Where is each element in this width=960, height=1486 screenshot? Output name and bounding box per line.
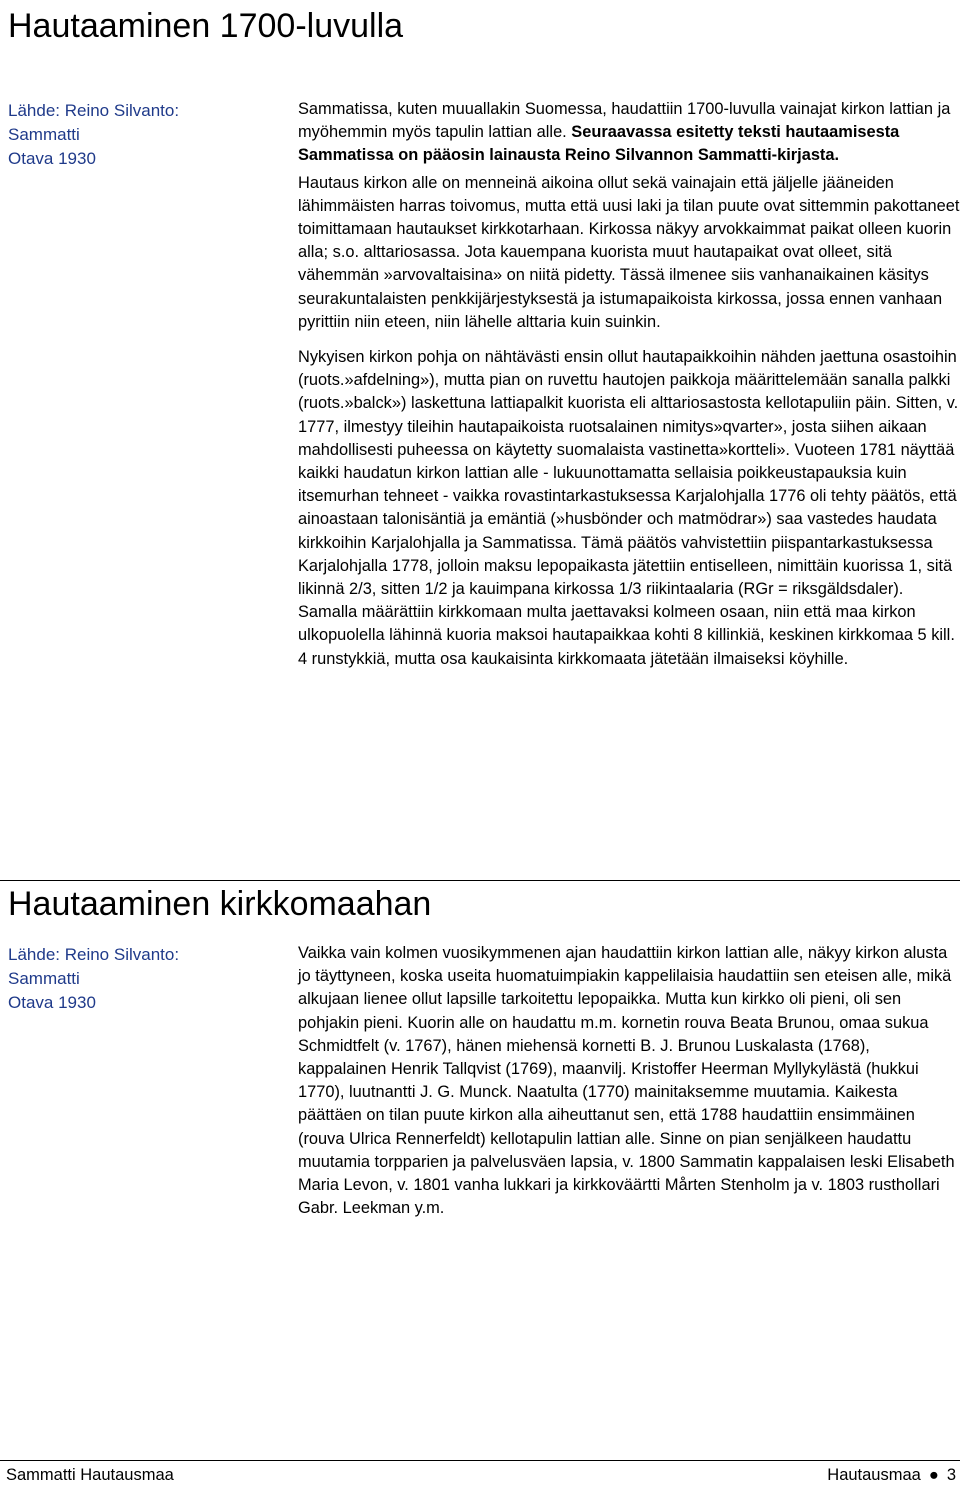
body-paragraph: Hautaus kirkon alle on menneinä aikoina ollut sekä vainajain että jäljelle jääneiden lähimmäisten harras toivomus, mutta että uusi laki ja tilan puute ovat sittemmin pakottaneet toimittamaan hautaukset kirkkotarhaan. Kirkossa näkyy arvokkaimmat paikat olleen kuorin alla; s.o. alttariosassa. Jota kauempana kuorista muut hautapaikat ovat olleet, sitä vähemmän »arvovaltaisina» on niitä pidetty. Tässä ilmenee siis vanhanaikainen käsitys seurakuntalaisten penkkijärjestyksestä ja istumapaikoista kirkossa, jossa ennen vanhaan pyrittiin niin eteen, niin lähelle alttaria kuin suinkin. (298, 173, 960, 331)
bullet-icon: ● (928, 1466, 939, 1484)
intro-bold-text: Seuraavassa esitetty teksti hautaamisesta Sammatissa on pääosin lainausta Reino Silvannon Sammatti-kirjasta. (298, 123, 900, 165)
section-title-1700: Hautaaminen 1700-luvulla (8, 7, 404, 45)
section-title-kirkkomaa: Hautaaminen kirkkomaahan (8, 885, 432, 923)
source-publisher: Otava 1930 (8, 993, 96, 1012)
source-publisher: Otava 1930 (8, 149, 96, 168)
source-label: Lähde: Reino Silvanto: (8, 945, 180, 964)
intro-paragraph (298, 98, 960, 168)
footer-page-info (827, 1464, 956, 1486)
source-citation-2 (8, 943, 278, 1015)
source-citation-1 (8, 99, 278, 171)
body-paragraph: Nykyisen kirkon pohja on nähtävästi ensin ollut hautapaikkoihin nähden jaettuna osastoihin (ruots.»afdelning»), mutta pian on ruvettu hautojen paikkoja määrittelemään sanalla palkki (ruots.»balck») laskettuna lattiapalkit kuorista eli alttariosastosta kellotapuliin päin. Sitten, v. 1777, ilmestyy tileihin hautapaikoista ruotsalainen nimitys»qvarter», josta siihen aikaan mahdollisesti puheessa on käytetty suomalaista vastinetta»kortteli». Vuoteen 1781 näyttää kaikki haudatun kirkon lattian alle - lukuunottamatta sellaisia poikkeustapauksia kuin itsemurhan tehneet - vaikka rovastintarkastuksessa Karjalohjalla 1776 oli tehty päätös, että ainoastaan talonisäntiä ja emäntiä (»husbönder och matmödrar») saa vastedes haudata kirkkoihin Karjalohjalla ja Sammatissa. Tämä päätös vahvistettiin piispantarkastuksessa Karjalohjalla 1778, jolloin maksu lepopaikasta jätettiin entiselleen, nimittäin kuorissa 1, sitä likinnä 2/3, sitten 1/2 ja kauimpana kirkossa 1/3 riikintaalaria (RGr = riksgäldsdaler). Samalla määrättiin kirkkomaan multa jaettavaksi kolmeen osaan, niin että maa kirkon ulkopuolella lähinnä kuoria maksoi hautapaikkaa kohti 8 killinkiä, keskinen kirkkomaa 5 kill. 4 runstykkiä, mutta osa kaukaisinta kirkkomaata jätetään ilmaiseksi köyhille. (298, 348, 959, 668)
footer-divider (0, 1460, 960, 1461)
page-number: 3 (946, 1466, 956, 1484)
source-book: Sammatti (8, 125, 80, 144)
source-book: Sammatti (8, 969, 80, 988)
footer-title: Sammatti Hautausmaa (6, 1466, 174, 1484)
page-footer (0, 1464, 960, 1486)
section-body-1 (298, 98, 960, 671)
body-paragraph: Vaikka vain kolmen vuosikymmenen ajan haudattiin kirkon lattian alle, näkyy kirkon alusta jo täyttyneen, koska useita huomatuimpiakin kappelilaisia haudattiin sen eteisen alle, mikä alkujaan lienee ollut lapsille tarkoitettu lepopaikka. Mutta kun kirkko oli pieni, oli sen pohjakin pieni. Kuorin alle on haudattu m.m. kornetin rouva Beata Brunou, omaa sukua Schmidtfelt (v. 1767), hänen miehensä kornetti B. J. Brunou Luskalasta (1768), kappalainen Henrik Tallqvist (1769), maanvilj. Kristoffer Heerman Myllykylästä (hukkui 1770), luutnantti J. G. Munck. Naatulta (1770) mainitaksemme muutamia. Kaikesta päättäen on tilan puute kirkon alla aiheuttanut sen, että 1788 haudattiin ensimmäinen (rouva Ulrica Rennerfeldt) kellotapulin lattian alle. Sinne on pian senjälkeen haudattu muutamia torpparien ja palvelusväen lapsia, v. 1800 Sammatin kappalaisen leski Elisabeth Maria Levon, v. 1801 vanha lukkari ja kirkkoväärtti Mårten Stenholm ja v. 1803 rusthollari Gabr. Leekman y.m. (298, 944, 955, 1218)
source-label: Lähde: Reino Silvanto: (8, 101, 180, 120)
section-divider (0, 880, 960, 881)
footer-section-label: Hautausmaa (827, 1466, 921, 1484)
section-body-2 (298, 942, 960, 1220)
intro-text: Sammatissa, kuten muuallakin Suomessa, haudattiin 1700-luvulla vainajat kirkon lattian ja myöhemmin myös tapulin lattian alle. (298, 100, 951, 142)
